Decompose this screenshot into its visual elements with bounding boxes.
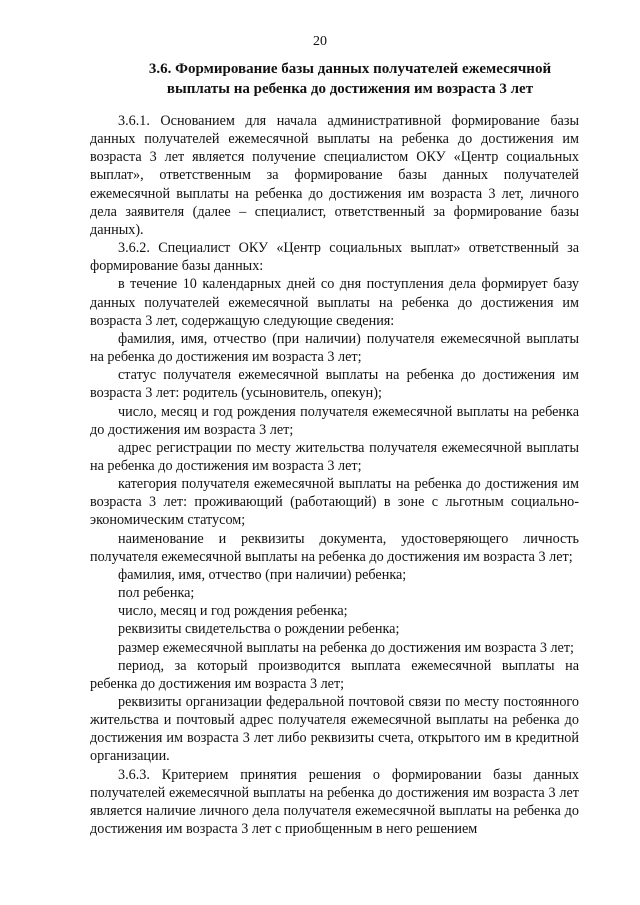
list-item: число, месяц и год рождения ребенка;: [118, 603, 348, 620]
page-number: 20: [313, 34, 327, 49]
list-item: наименование и реквизиты документа, удостоверяющего личность получателя ежемесячной выплаты на ребенка до достижения им возраста 3 лет;: [90, 530, 579, 565]
list-item: фамилия, имя, отчество (при наличии) получателя ежемесячной выплаты на ребенка до достижения им возраста 3 лет;: [90, 330, 579, 366]
paragraph-3-6-1: 3.6.1. Основанием для начала административной формирование базы данных получателей ежемесячной выплаты на ребенка до достижения им возраста 3 лет является получение специалистом ОКУ «Центр социальных выплат», ответственным за формирование базы данных получателей ежемесячной выплаты на ребенка до достижения им возраста 3 лет, личного дела заявителя (далее – специалист, ответственный за формирование базы данных).: [90, 113, 579, 238]
list-item: реквизиты организации федеральной почтовой связи по месту постоянного жительства и почтовый адрес получателя ежемесячной выплаты на ребенка до достижения им возраста 3 лет либо реквизиты счета, открытого им в кредитной организации.: [90, 694, 579, 765]
paragraph-3-6-3: 3.6.3. Критерием принятия решения о формировании базы данных получателей ежемесячной выплаты на ребенка до достижения им возраста 3 лет является наличие личного дела получателя ежемесячной выплаты на ребенка до достижения им возраста 3 лет с приобщенным в него решением: [90, 766, 579, 838]
list-item: период, за который производится выплата ежемесячной выплаты на ребенка до достижения им возраста 3 лет;: [90, 657, 579, 692]
list-item: размер ежемесячной выплаты на ребенка до достижения им возраста 3 лет;: [118, 639, 574, 656]
paragraph-3-6-2: 3.6.2. Специалист ОКУ «Центр социальных выплат» ответственный за формирование базы данных:: [90, 240, 579, 275]
list-item: адрес регистрации по месту жительства получателя ежемесячной выплаты на ребенка до достижения им возраста 3 лет;: [90, 439, 579, 474]
list-item: пол ребенка;: [118, 585, 195, 602]
document-body: [90, 112, 579, 838]
section-title: 3.6. Формирование базы данных получателей ежемесячной выплаты на ребенка до достижения им возраста 3 лет: [148, 61, 552, 97]
list-item: фамилия, имя, отчество (при наличии) ребенка;: [118, 566, 407, 583]
list-item: статус получателя ежемесячной выплаты на ребенка до достижения им возраста 3 лет: родитель (усыновитель, опекун);: [90, 367, 579, 402]
list-item: число, месяц и год рождения получателя ежемесячной выплаты на ребенка до достижения им возраста 3 лет;: [90, 403, 579, 438]
list-item: реквизиты свидетельства о рождении ребенка;: [118, 621, 400, 638]
list-item: категория получателя ежемесячной выплаты на ребенка до достижения им возраста 3 лет: проживающий (работающий) в зоне с льготным социально-экономическим статусом;: [90, 476, 579, 529]
paragraph-intro-list: в течение 10 календарных дней со дня поступления дела формирует базу данных получателей ежемесячной выплаты на ребенка до достижения им возраста 3 лет, содержащую следующие сведения:: [90, 276, 579, 329]
